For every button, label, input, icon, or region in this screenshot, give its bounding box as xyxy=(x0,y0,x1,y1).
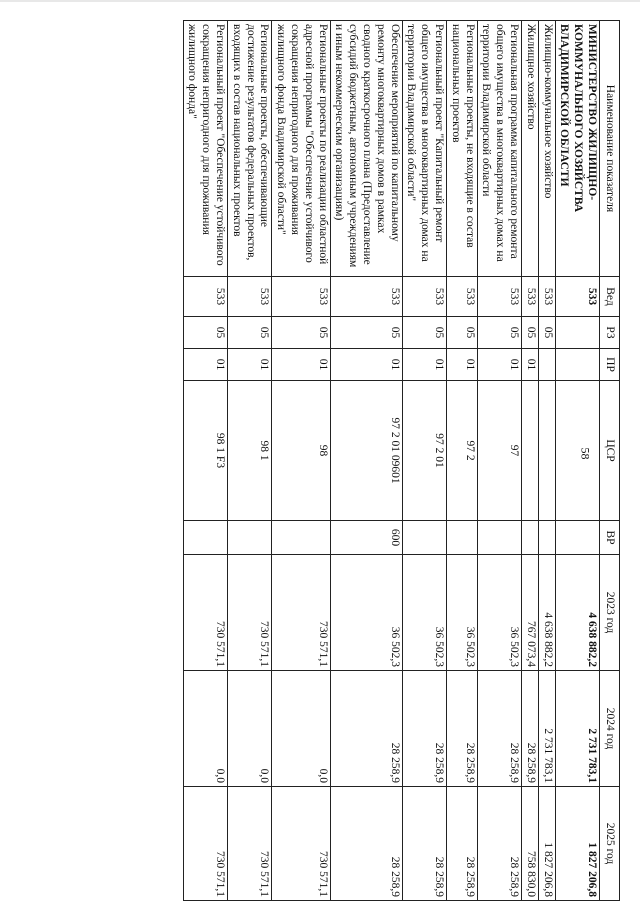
header-cell: Наименование показателя xyxy=(600,21,620,277)
ved-cell: 533 xyxy=(183,277,227,317)
header-cell: 2025 год xyxy=(600,787,620,901)
value-2023-cell: 767 073,4 xyxy=(522,555,539,671)
value-2024-cell: 2 731 783,1 xyxy=(555,671,599,787)
ved-cell: 533 xyxy=(272,277,330,317)
table-row xyxy=(555,21,599,901)
ved-cell: 533 xyxy=(555,277,599,317)
vr-cell xyxy=(538,521,555,555)
table-row xyxy=(330,21,402,901)
header-cell: ПР xyxy=(600,349,620,381)
header-cell: Вед xyxy=(600,277,620,317)
csr-cell xyxy=(538,381,555,521)
table-header-row xyxy=(600,21,620,901)
csr-cell: 98 1 F3 xyxy=(183,381,227,521)
vr-cell xyxy=(272,521,330,555)
rz-cell: 05 xyxy=(402,317,446,349)
row-name-cell: МИНИСТЕРСТВО ЖИЛИЩНО-КОММУНАЛЬНОГО ХОЗЯЙСТВА ВЛАДИМИРСКОЙ ОБЛАСТИ xyxy=(555,21,599,277)
csr-cell: 97 xyxy=(477,381,521,521)
csr-cell: 98 xyxy=(272,381,330,521)
value-2023-cell: 4 638 882,2 xyxy=(555,555,599,671)
value-2024-cell: 0,0 xyxy=(228,671,272,787)
budget-table xyxy=(183,20,620,901)
pr-cell: 01 xyxy=(447,349,478,381)
row-name-cell: Региональный проект "Капитальный ремонт общего имущества в многоквартирных домах на территории Владимирской области" xyxy=(402,21,446,277)
value-2025-cell: 730 571,1 xyxy=(183,787,227,901)
pr-cell: 01 xyxy=(330,349,402,381)
value-2023-cell: 36 502,3 xyxy=(477,555,521,671)
value-2024-cell: 2 731 783,1 xyxy=(538,671,555,787)
value-2023-cell: 36 502,3 xyxy=(330,555,402,671)
ved-cell: 533 xyxy=(477,277,521,317)
value-2025-cell: 730 571,1 xyxy=(272,787,330,901)
header-cell: ВР xyxy=(600,521,620,555)
table-row xyxy=(522,21,539,901)
value-2024-cell: 0,0 xyxy=(272,671,330,787)
pr-cell: 01 xyxy=(477,349,521,381)
row-name-cell: Региональные проекты, обеспечивающие достижение результатов федеральных проектов, входящих в состав национальных проектов xyxy=(228,21,272,277)
ved-cell: 533 xyxy=(228,277,272,317)
pr-cell: 01 xyxy=(402,349,446,381)
rz-cell: 05 xyxy=(538,317,555,349)
rz-cell: 05 xyxy=(447,317,478,349)
value-2025-cell: 28 258,9 xyxy=(477,787,521,901)
value-2023-cell: 4 638 882,2 xyxy=(538,555,555,671)
csr-cell xyxy=(555,381,599,521)
vr-cell xyxy=(555,521,599,555)
table-row xyxy=(272,21,330,901)
page-number: 58 xyxy=(578,447,593,460)
header-cell: ЦСР xyxy=(600,381,620,521)
csr-cell: 97 2 01 xyxy=(402,381,446,521)
pr-cell: 01 xyxy=(272,349,330,381)
vr-cell xyxy=(402,521,446,555)
row-name-cell: Региональная программа капитального ремонта общего имущества в многоквартирных домах на территории Владимирской области xyxy=(477,21,521,277)
value-2024-cell: 28 258,9 xyxy=(522,671,539,787)
value-2023-cell: 730 571,1 xyxy=(228,555,272,671)
value-2025-cell: 1 827 206,8 xyxy=(538,787,555,901)
table-body xyxy=(183,21,599,901)
vr-cell xyxy=(522,521,539,555)
vr-cell: 600 xyxy=(330,521,402,555)
vr-cell xyxy=(477,521,521,555)
table-row xyxy=(183,21,227,901)
value-2025-cell: 28 258,9 xyxy=(402,787,446,901)
csr-cell: 97 2 xyxy=(447,381,478,521)
row-name-cell: Региональный проект "Обеспечение устойчивого сокращения непригодного для проживания жилищного фонда" xyxy=(183,21,227,277)
table-row xyxy=(477,21,521,901)
table-row xyxy=(538,21,555,901)
csr-cell: 98 1 xyxy=(228,381,272,521)
value-2025-cell: 730 571,1 xyxy=(228,787,272,901)
row-name-cell: Обеспечение мероприятий по капитальному ремонту многоквартирных домов в рамках сводного краткосрочного плана (Предоставление субсидий бюджетным, автономным учреждениям и иным некоммерческим организациям) xyxy=(330,21,402,277)
vr-cell xyxy=(447,521,478,555)
rz-cell: 05 xyxy=(272,317,330,349)
row-name-cell: Региональные проекты по реализации областной адресной программы "Обеспечение устойчивого сокращения непригодного для проживания жилищного фонда Владимирской области" xyxy=(272,21,330,277)
pr-cell: 01 xyxy=(183,349,227,381)
rz-cell: 05 xyxy=(228,317,272,349)
rz-cell: 05 xyxy=(183,317,227,349)
vr-cell xyxy=(228,521,272,555)
value-2023-cell: 730 571,1 xyxy=(183,555,227,671)
ved-cell: 533 xyxy=(402,277,446,317)
rz-cell: 05 xyxy=(330,317,402,349)
value-2024-cell: 0,0 xyxy=(183,671,227,787)
value-2025-cell: 1 827 206,8 xyxy=(555,787,599,901)
table-row xyxy=(402,21,446,901)
value-2023-cell: 36 502,3 xyxy=(402,555,446,671)
value-2024-cell: 28 258,9 xyxy=(330,671,402,787)
row-name-cell: Жилищное хозяйство xyxy=(522,21,539,277)
value-2024-cell: 28 258,9 xyxy=(477,671,521,787)
csr-cell: 97 2 01 09601 xyxy=(330,381,402,521)
value-2025-cell: 758 830,0 xyxy=(522,787,539,901)
pr-cell: 01 xyxy=(522,349,539,381)
pr-cell xyxy=(538,349,555,381)
rz-cell xyxy=(555,317,599,349)
value-2023-cell: 730 571,1 xyxy=(272,555,330,671)
value-2025-cell: 28 258,9 xyxy=(447,787,478,901)
value-2024-cell: 28 258,9 xyxy=(402,671,446,787)
value-2024-cell: 28 258,9 xyxy=(447,671,478,787)
table-row xyxy=(228,21,272,901)
row-name-cell: Жилищно-коммунальное хозяйство xyxy=(538,21,555,277)
ved-cell: 533 xyxy=(447,277,478,317)
header-cell: 2023 год xyxy=(600,555,620,671)
ved-cell: 533 xyxy=(330,277,402,317)
table-row xyxy=(447,21,478,901)
scan-edge xyxy=(0,0,640,2)
rz-cell: 05 xyxy=(477,317,521,349)
header-cell: РЗ xyxy=(600,317,620,349)
ved-cell: 533 xyxy=(538,277,555,317)
value-2023-cell: 36 502,3 xyxy=(447,555,478,671)
csr-cell xyxy=(522,381,539,521)
header-cell: 2024 год xyxy=(600,671,620,787)
rz-cell: 05 xyxy=(522,317,539,349)
pr-cell xyxy=(555,349,599,381)
pr-cell: 01 xyxy=(228,349,272,381)
ved-cell: 533 xyxy=(522,277,539,317)
value-2025-cell: 28 258,9 xyxy=(330,787,402,901)
vr-cell xyxy=(183,521,227,555)
row-name-cell: Региональные проекты, не входящие в состав национальных проектов xyxy=(447,21,478,277)
